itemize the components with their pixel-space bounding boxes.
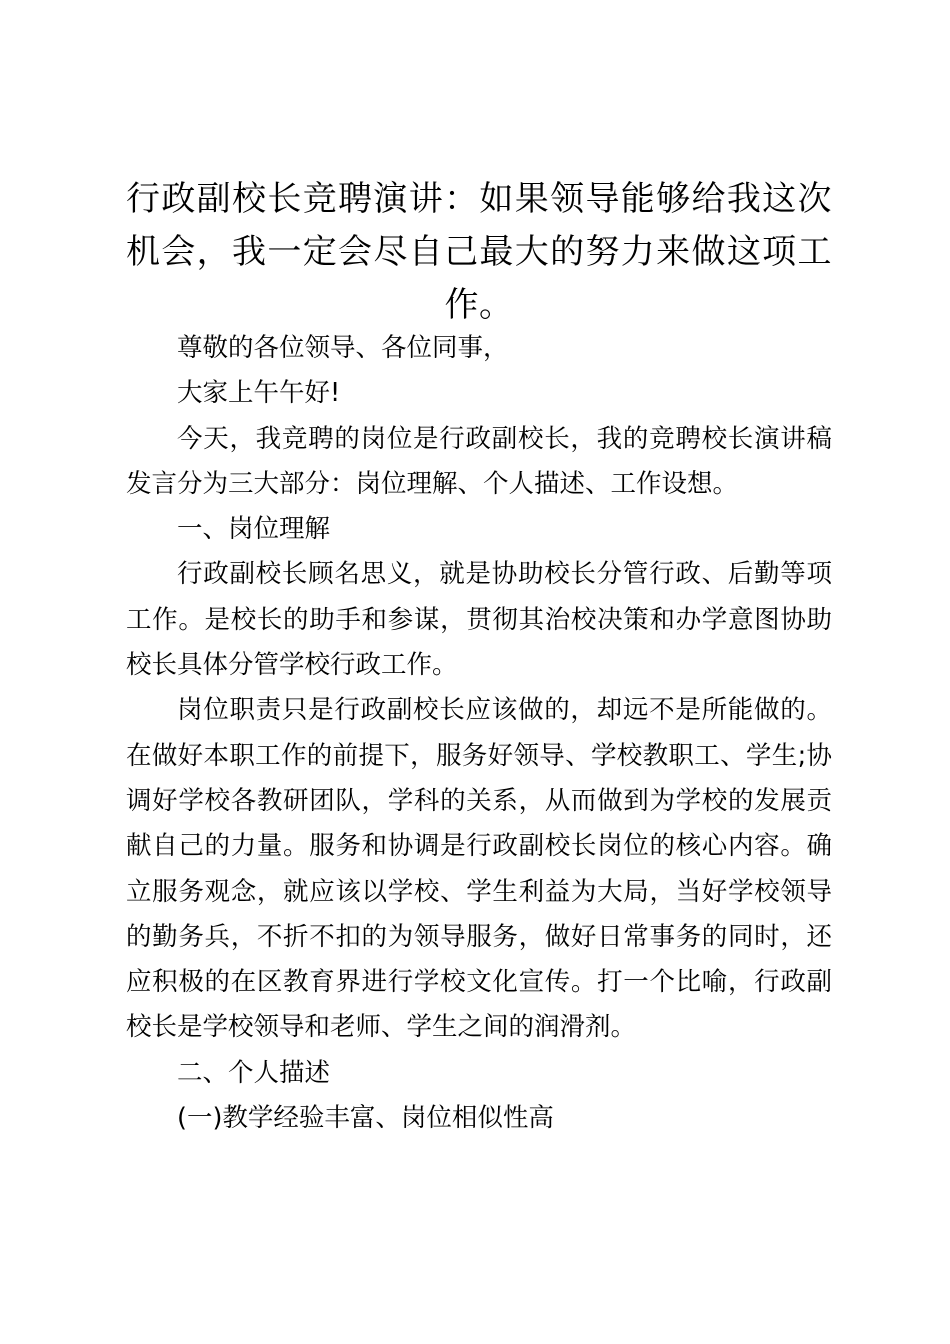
section-heading-1: 一、岗位理解: [177, 514, 331, 545]
section-heading-2: 二、个人描述: [177, 1057, 331, 1088]
intro-paragraph: 今天，我竞聘的岗位是行政副校长，我的竞聘校长演讲稿发言分为三大部分：岗位理解、个人描述、工作设想。: [126, 423, 832, 499]
salutation-paragraph: 尊敬的各位领导、各位同事，: [177, 333, 509, 363]
greeting-paragraph: 大家上午午好!: [177, 378, 341, 409]
body-paragraph: 岗位职责只是行政副校长应该做的，却远不是所能做的。在做好本职工作的前提下，服务好领导、学校教职工、学生;协调好学校各教研团队，学科的关系，从而做到为学校的发展贡献自己的力量。服务和协调是行政副校长岗位的核心内容。确立服务观念，就应该以学校、学生利益为大局，当好学校领导的勤务兵，不折不扣的为领导服务，做好日常事务的同时，还应积极的在区教育界进行学校文化宣传。打一个比喻，行政副校长是学校领导和老师、学生之间的润滑剂。: [126, 695, 832, 1043]
document-body: [126, 326, 832, 1141]
body-paragraph: 行政副校长顾名思义，就是协助校长分管行政、后勤等项工作。是校长的助手和参谋，贯彻其治校决策和办学意图协助校长具体分管学校行政工作。: [126, 559, 832, 681]
subsection-heading-1: (一)教学经验丰富、岗位相似性高: [177, 1103, 554, 1134]
document-title: 行政副校长竞聘演讲：如果领导能够给我这次机会，我一定会尽自己最大的努力来做这项工作。: [126, 179, 832, 325]
